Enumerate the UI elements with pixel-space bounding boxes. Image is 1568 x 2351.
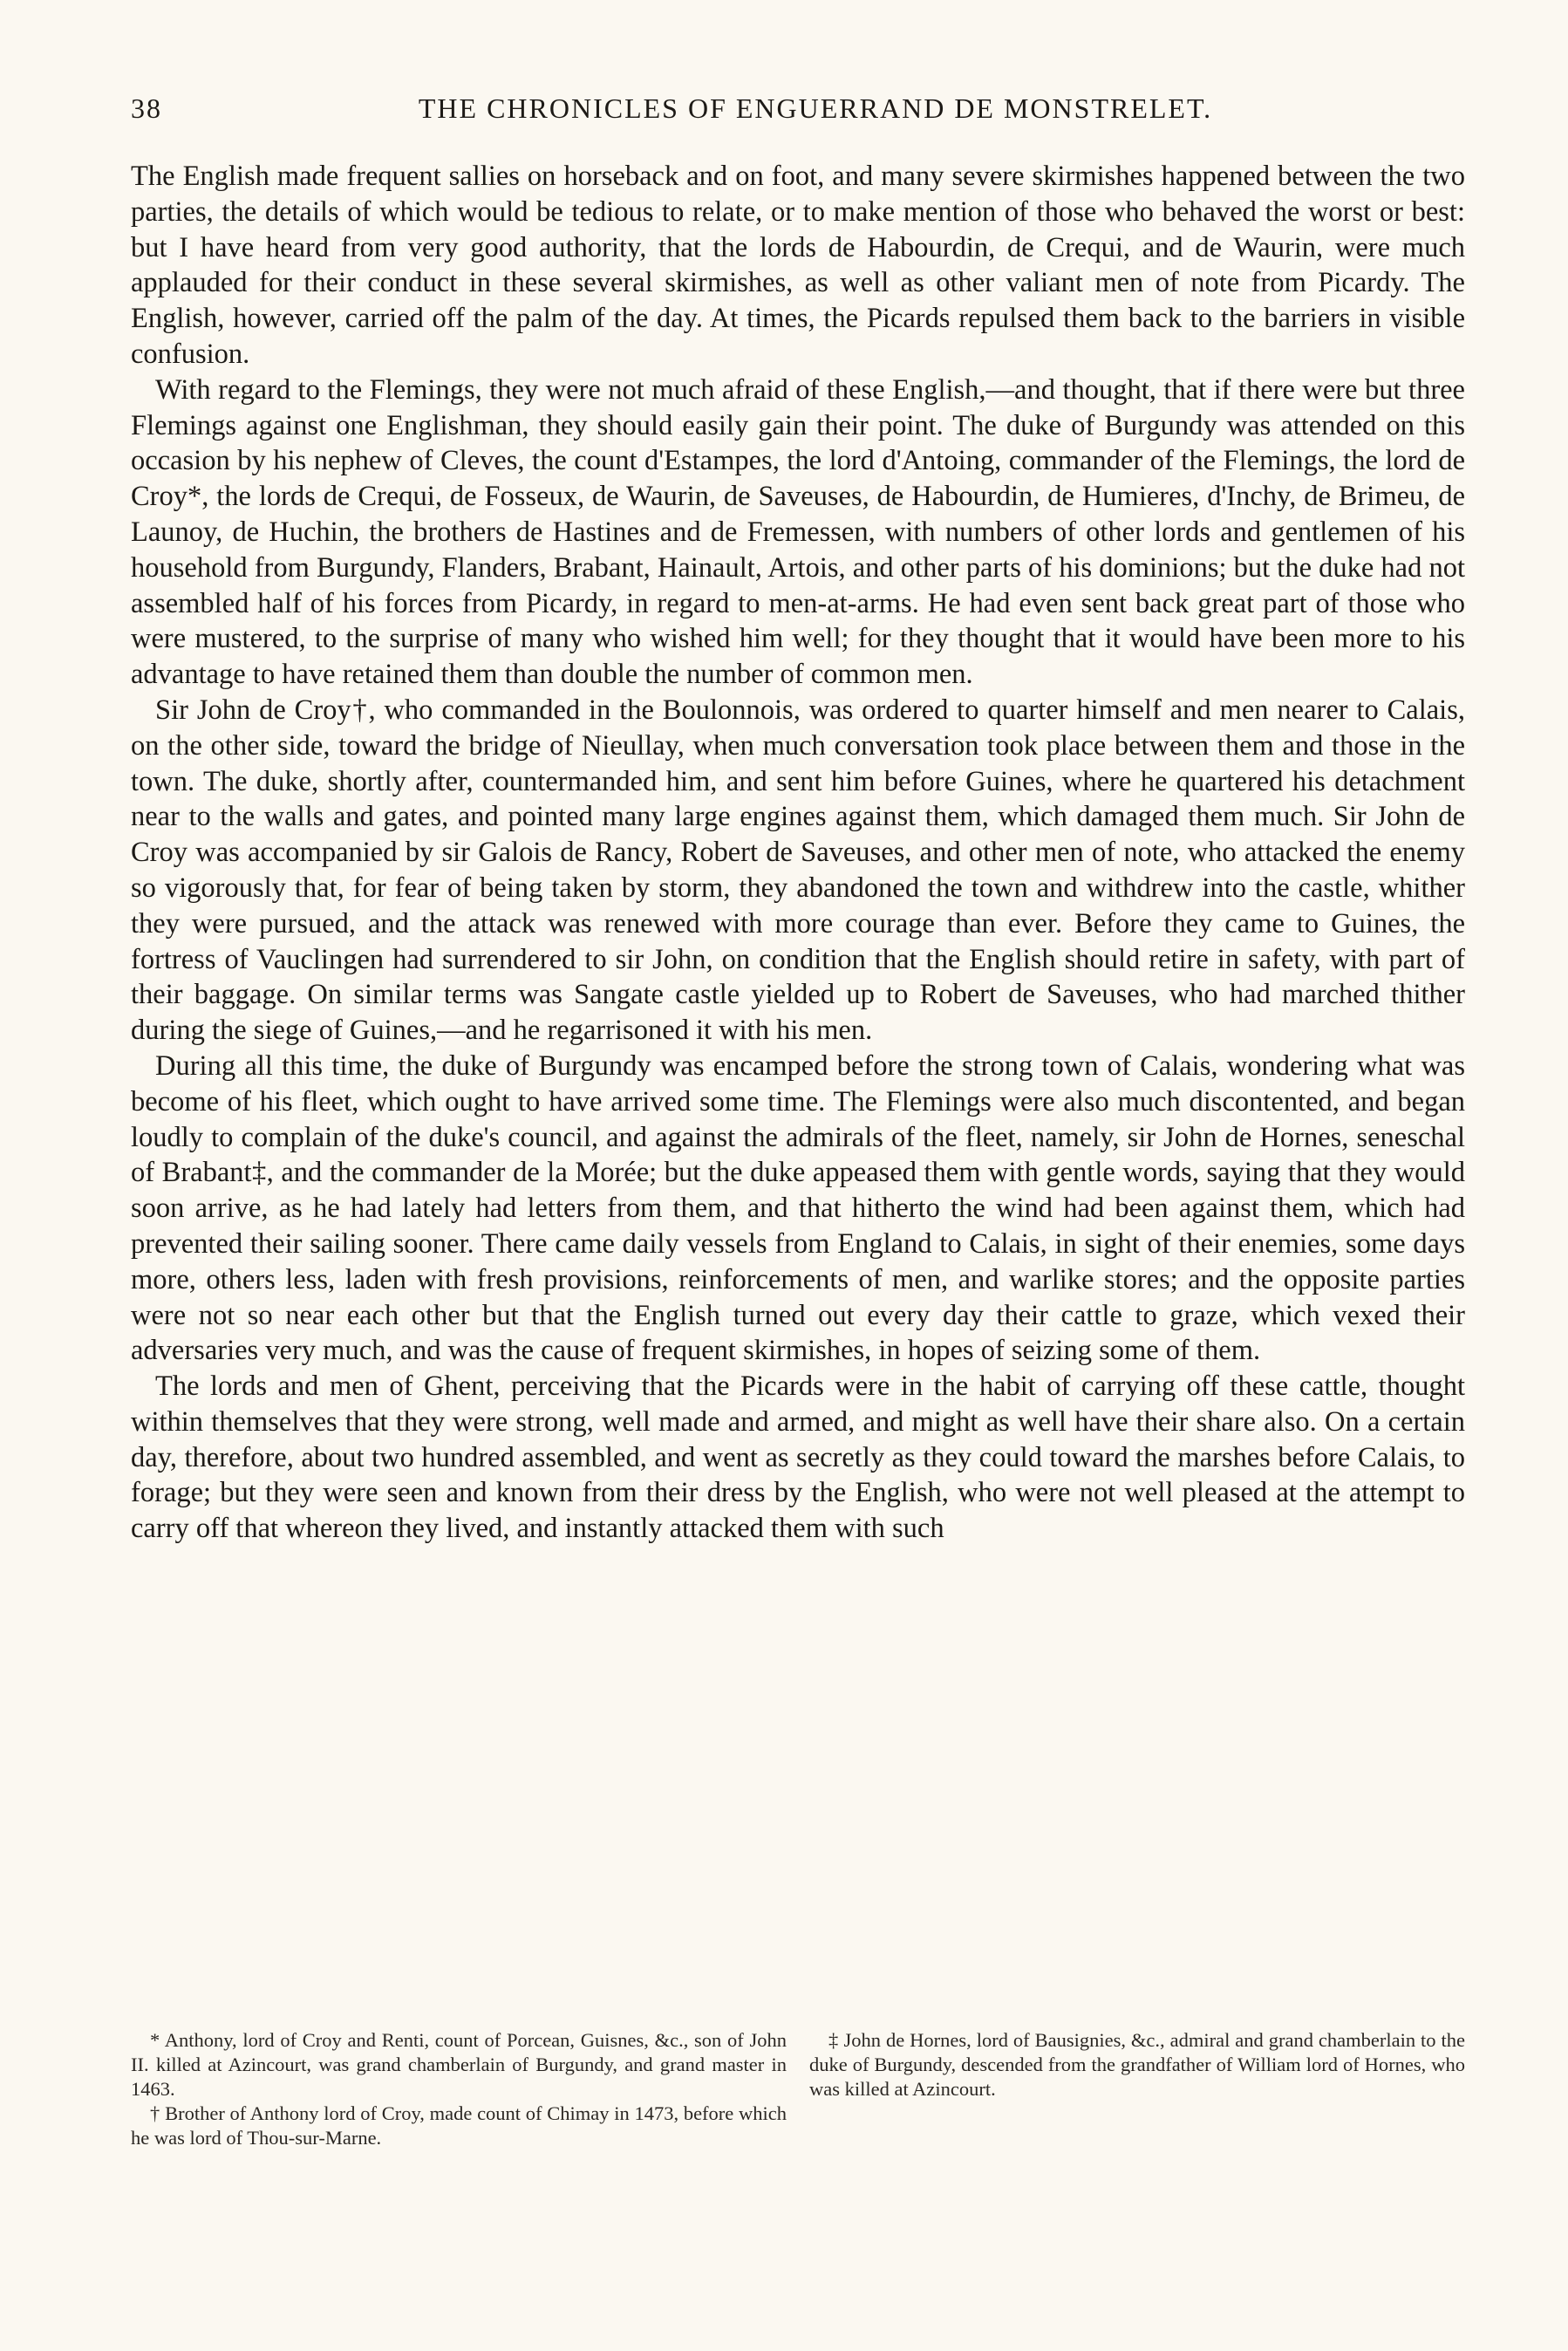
footnote-anthony-croy: * Anthony, lord of Croy and Renti, count of Porcean, Guisnes, &c., son of John II. killed at Azincourt, was grand chamberlain of Burgundy, and grand master in 1463. — [131, 2029, 787, 2100]
footnotes — [131, 2028, 1465, 2150]
footnotes-left-column — [131, 2028, 787, 2150]
footnote-john-croy: † Brother of Anthony lord of Croy, made count of Chimay in 1473, before which he was lord of Thou-sur-Marne. — [131, 2102, 787, 2149]
body-text — [131, 159, 1465, 1547]
running-header — [131, 87, 1465, 134]
paragraph-2: With regard to the Flemings, they were not much afraid of these English,—and thought, that if there were but three Flemings against one Englishman, they should easily gain their point. The duke of Burgundy was attended on this occasion by his nephew of Cleves, the count d'Estampes, the lord d'Antoing, commander of the Flemings, the lord de Croy*, the lords de Crequi, de Fosseux, de Waurin, de Saveuses, de Habourdin, de Humieres, d'Inchy, de Brimeu, de Launoy, de Huchin, the brothers de Hastines and de Fremessen, with numbers of other lords and gentlemen of his household from Burgundy, Flanders, Brabant, Hainault, Artois, and other parts of his dominions; but the duke had not assembled half of his forces from Picardy, in regard to men-at-arms. He had even sent back great part of those who were mustered, to the surprise of many who wished him well; for they thought that it would have been more to his advantage to have retained them than double the number of common men. — [131, 373, 1466, 691]
paragraph-3: Sir John de Croy†, who commanded in the Boulonnois, was ordered to quarter himself and men nearer to Calais, on the other side, toward the bridge of Nieullay, when much conversation took place between them and those in the town. The duke, shortly after, countermanded him, and sent him before Guines, where he quartered his detachment near to the walls and gates, and pointed many large engines against them, which damaged them much. Sir John de Croy was accompanied by sir Galois de Rancy, Robert de Saveuses, and other men of note, who attacked the enemy so vigorously that, for fear of being taken by storm, they abandoned the town and withdrew into the castle, whither they were pursued, and the attack was renewed with more courage than ever. Before they came to Guines, the fortress of Vauclingen had surrendered to sir John, on condition that the English should retire in safety, with part of their baggage. On similar terms was Sangate castle yielded up to Robert de Saveuses, who had marched thither during the siege of Guines,—and he regarrisoned it with his men. — [131, 694, 1465, 1047]
book-page — [131, 87, 1466, 2149]
page-number: 38 — [131, 92, 162, 124]
paragraph-4: During all this time, the duke of Burgundy was encamped before the strong town of Calais, wondering what was become of his fleet, which ought to have arrived some time. The Flemings were also much discontented, and began loudly to complain of the duke's council, and against the admirals of the fleet, namely, sir John de Hornes, seneschal of Brabant‡, and the commander de la Morée; but the duke appeased them with gentle words, saying that they would soon arrive, as he had lately had letters from them, and that hitherto the wind had been against them, which had prevented their sailing sooner. There came daily vessels from England to Calais, in sight of their enemies, some days more, others less, laden with fresh provisions, reinforcements of men, and warlike stores; and the opposite parties were not so near each other but that the English turned out every day their cattle to graze, which vexed their adversaries very much, and was the cause of frequent skirmishes, in hopes of seizing some of them. — [131, 1049, 1465, 1367]
running-title: THE CHRONICLES OF ENGUERRAND DE MONSTRELET. — [418, 92, 1213, 124]
paragraph-5: The lords and men of Ghent, perceiving that the Picards were in the habit of carrying off these cattle, thought within themselves that they were strong, well made and armed, and might as well have their share also. On a certain day, therefore, about two hundred assembled, and went as secretly as they could toward the marshes before Calais, to forage; but they were seen and known from their dress by the English, who were not well pleased at the attempt to carry off that whereon they lived, and instantly attacked them with such — [131, 1370, 1465, 1545]
footnotes-right-column — [809, 2028, 1465, 2150]
paragraph-1: The English made frequent sallies on horseback and on foot, and many severe skirmishes happened between the two parties, the details of which would be tedious to relate, or to make mention of those who behaved the worst or best: but I have heard from very good authority, that the lords de Habourdin, de Crequi, and de Waurin, were much applauded for their conduct in these several skirmishes, as well as other valiant men of note from Picardy. The English, however, carried off the palm of the day. At times, the Picards repulsed them back to the barriers in visible confusion. — [131, 161, 1465, 370]
footnote-john-hornes: ‡ John de Hornes, lord of Bausignies, &c., admiral and grand chamberlain to the duke of Burgundy, descended from the grandfather of William lord of Hornes, who was killed at Azincourt. — [809, 2029, 1465, 2100]
